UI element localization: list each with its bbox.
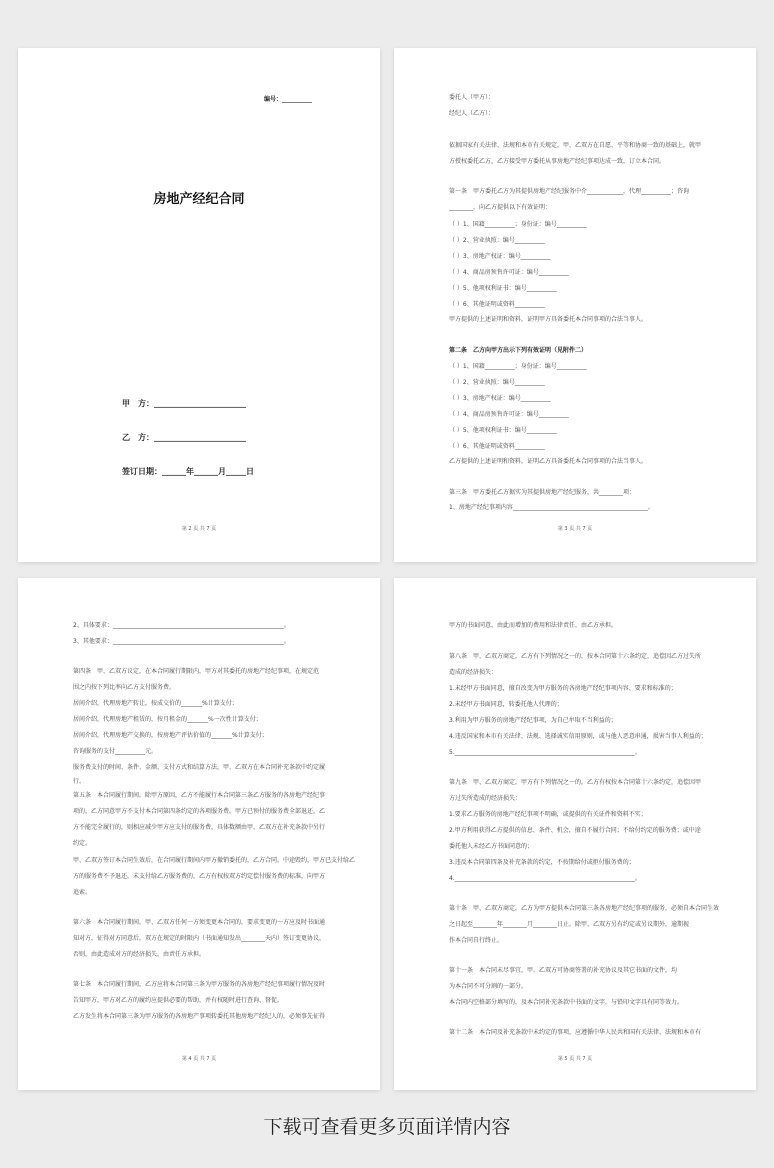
- contract-text-line: 经纪人（乙方）：: [449, 110, 495, 117]
- contract-text-line: （ ）1、国籍__________；身份证：编号__________: [449, 363, 587, 370]
- contract-text-line: （ ）2、营业执照：编号__________: [449, 379, 545, 386]
- contract-number-line: 编号：__________: [264, 96, 313, 103]
- contract-text-line: 2、具体要求：_________________________________________________________。: [73, 622, 290, 629]
- contract-text-line: （ ）3、房地产权证：编号__________: [449, 253, 551, 260]
- contract-text-line: （ ）5、他项权利证书：编号__________: [449, 427, 557, 434]
- contract-text-line: 知对方，征得对方同意后，双方在规定的时限内（书面通知发出________天内）签订变更协议，: [73, 935, 326, 942]
- page-footer: 第 4 页 共 7 页: [181, 1056, 217, 1062]
- contract-text-line: 3.利用为甲方服务的房地产经纪事项，为自己牟取不当利益的；: [449, 717, 617, 724]
- contract-title: 房地产经纪合同: [153, 192, 245, 207]
- contract-text-line: （ ）5、他项权利证书：编号__________: [449, 285, 557, 292]
- contract-text-line: 委托人（甲方）：: [449, 94, 495, 101]
- contract-text-line: （ ）4、商品房预售许可证：编号__________: [449, 411, 569, 418]
- contract-text-line: 第五条 本合同履行期间，除甲方原因，乙方不能履行本合同第三条乙方服务的各房地产经纪事: [73, 792, 326, 799]
- contract-text-line: 2.甲方利用获得乙方提供的信息、条件、机会，擅自不履行合同；不给付约定的服务费；或中途: [449, 827, 701, 834]
- contract-text-line: 居间介绍，代理房地产租赁的，按月租金的_______%一次性计算支付；: [73, 716, 262, 723]
- contract-text-line: 第八条 甲、乙双方商定，乙方有下列情况之一的，按本合同第十六条约定，追偿因乙方过失所: [449, 653, 702, 660]
- contract-text-line: 乙方提供的上述证明和资料，证明乙方具备委托本合同事项的合法当事人。: [449, 458, 648, 465]
- contract-text-line: （ ）3、房地产权证：编号__________: [449, 395, 551, 402]
- contract-text-line: 咨询服务的支付__________元。: [73, 748, 158, 755]
- contract-text-line: 4.违反国家和本市有关法律、法规、选择诚实信用原则，或与他人恶意串通，损害当事人利益的；: [449, 733, 707, 740]
- contract-text-line: 服务费支付的时间、条件、金额、支付方式和结算方法，甲、乙双方在本合同补充条款中约定履: [73, 764, 326, 771]
- contract-text-line: 方过失所造成的经济损失：: [449, 795, 522, 802]
- contract-text-line: 造成的经济损失：: [449, 669, 498, 676]
- contract-page-5: [394, 578, 756, 1090]
- contract-text-line: 项的，乙方同意甲方不支付本合同第四条约定的各项服务费。甲方已预付的服务费全部退还。乙: [73, 808, 326, 815]
- contract-text-line: 第四条 甲、乙双方议定，在本合同履行期限内，甲方对其委托的房地产经纪事项，在规定范: [73, 668, 320, 675]
- contract-text-line: （ ）6、其他证明或资料__________: [449, 443, 545, 450]
- contract-text-line: 3、其他要求：_________________________________________________________。: [73, 638, 290, 645]
- page-footer: 第 2 页 共 7 页: [181, 526, 217, 532]
- contract-text-line: 追索。: [73, 889, 92, 896]
- contract-text-line: 甲、乙双方签订本合同生效后，在合同履行期间内甲方撤销委托的，乙方合同。中途毁约，甲方已支付给乙: [73, 857, 356, 864]
- contract-text-line: 1.未经甲方书面同意，擅自改变为甲方服务的各房地产经纪事项内容、要求和标准的；: [449, 685, 677, 692]
- contract-text-line: 第十条 甲、乙双方商定，乙方为甲方提供本合同第三条各房地产经纪事项的服务，必须自本合同生效: [449, 905, 720, 912]
- contract-text-line: 之日起至________年________月________日止。除甲、乙双方另有约定或另议期外，逾期视: [449, 921, 690, 928]
- contract-page-4: [18, 578, 380, 1090]
- contract-text-line: 作本合同自行终止。: [449, 937, 504, 944]
- contract-text-line: 居间介绍，代理房地产转让，按成交价的_______%计算支付；: [73, 700, 238, 707]
- contract-text-line: 居间介绍，代理房地产交换的，按房地产评估价值的_______%计算支付；: [73, 732, 268, 739]
- contract-text-line: 3.违反本合同第四条及补充条款的约定，不按期给付或拒付服务费的；: [449, 859, 635, 866]
- contract-text-line: 本合同内空格部分填写的，及本合同补充条款中书面的文字，与铅印文字具有同等效力。: [449, 999, 684, 1006]
- page-footer: 第 5 页 共 7 页: [557, 1056, 593, 1062]
- contract-text-line: 1、房地产经纪事项内容_____________________________________________。: [449, 504, 654, 511]
- download-caption: 下载可查看更多页面详情内容: [263, 1116, 511, 1138]
- party-b-line: 乙 方：_______________________: [122, 433, 246, 442]
- contract-text-line: （ ）1、国籍__________；身份证：编号__________: [449, 221, 587, 228]
- contract-text-line: 行。: [73, 778, 86, 785]
- contract-text-line: 2.未经甲方书面同意，转委托他人代理的；: [449, 701, 563, 708]
- contract-text-line: 第一条 甲方委托乙方为其提供房地产经纪服务中介____________，代理__________；咨询: [449, 188, 690, 195]
- clause-heading: 第二条 乙方向甲方出示下列有效证明（见附件二）: [449, 347, 588, 354]
- contract-page-3: [394, 48, 756, 562]
- contract-text-line: （ ）6、其他证明或资料__________: [449, 301, 545, 308]
- contract-text-line: 依据国家有关法律、法规和本市有关规定，甲、乙双方在自愿、平等和协商一致的基础上，就甲: [449, 142, 702, 149]
- contract-text-line: 甲方提供的上述证明和资料，证明甲方具备委托本合同事项的合法当事人。: [449, 316, 648, 323]
- party-a-line: 甲 方：_______________________: [122, 399, 246, 408]
- contract-text-line: 约定。: [73, 840, 92, 847]
- contract-text-line: 4.____________________________________________________________。: [449, 875, 641, 882]
- contract-text-line: 方的服务费不予退还。未支付给乙方服务费的，乙方有权按双方约定偿付服务费的标准，向甲方: [73, 873, 326, 880]
- contract-text-line: 第三条 甲方委托乙方据实为其提供房地产经纪服务，共________项：: [449, 489, 636, 496]
- contract-text-line: 方授权委托乙方，乙方接受甲方委托从事房地产经纪事项达成一致，订立本合同。: [449, 158, 666, 165]
- contract-text-line: 否则，由此造成对方的经济损失，由责任方承担。: [73, 951, 206, 958]
- contract-text-line: 为本合同不可分割的一部分。: [449, 983, 528, 990]
- contract-text-line: 甲方的书面同意，由此而增加的费用和法律责任，由乙方承担。: [449, 622, 618, 629]
- cover-page: [18, 48, 380, 562]
- contract-text-line: ________，向乙方提供以下有效证明：: [449, 204, 552, 211]
- contract-text-line: 委托他人未经乙方书面同意的；: [449, 843, 534, 850]
- contract-text-line: （ ）4、商品房预售许可证：编号__________: [449, 269, 569, 276]
- contract-text-line: 1.要求乙方服务的房地产经纪事项不明确，或提供的有关证件和资料不实；: [449, 811, 647, 818]
- sign-date-line: 签订日期：______年______月_____日: [122, 467, 254, 476]
- contract-text-line: 乙方发生将本合同第三条为甲方服务的各房地产事项转委托其他房地产经纪人的，必须事先征得: [73, 1013, 326, 1020]
- contract-text-line: 第十二条 本合同及补充条款中未约定的事项，应遵循中华人民共和国有关法律、法规和本市有: [449, 1029, 702, 1036]
- contract-text-line: 第六条 本合同履行期间，甲、乙双方任何一方须变更本合同的，要求变更的一方应及时书面通: [73, 919, 326, 926]
- contract-text-line: 第十一条 本合同未尽事宜，甲、乙双方可协商签署的补充协议及其它书面的文件，均: [449, 967, 678, 974]
- contract-text-line: 告知甲方，甲方对乙方的履约应提供必要的帮助，并有权随时进行查询、督促。: [73, 997, 284, 1004]
- contract-text-line: （ ）2、营业执照：编号__________: [449, 237, 545, 244]
- page-footer: 第 3 页 共 7 页: [557, 526, 593, 532]
- contract-text-line: 第九条 甲、乙双方商定，甲方有下列情况之一的，乙方有权按本合同第十六条约定，追偿因甲: [449, 779, 702, 786]
- contract-text-line: 围之内按下列比率向乙方支付服务费。: [73, 684, 176, 691]
- contract-text-line: 方不能完全履行的，则相应减少甲方应支付的服务费，具体数额由甲、乙双方在补充条款中另行: [73, 824, 326, 831]
- contract-text-line: 5.____________________________________________________________。: [449, 749, 641, 756]
- contract-text-line: 第七条 本合同履行期间，乙方应将本合同第三条为甲方服务的各房地产经纪事项履行情况及时: [73, 981, 326, 988]
